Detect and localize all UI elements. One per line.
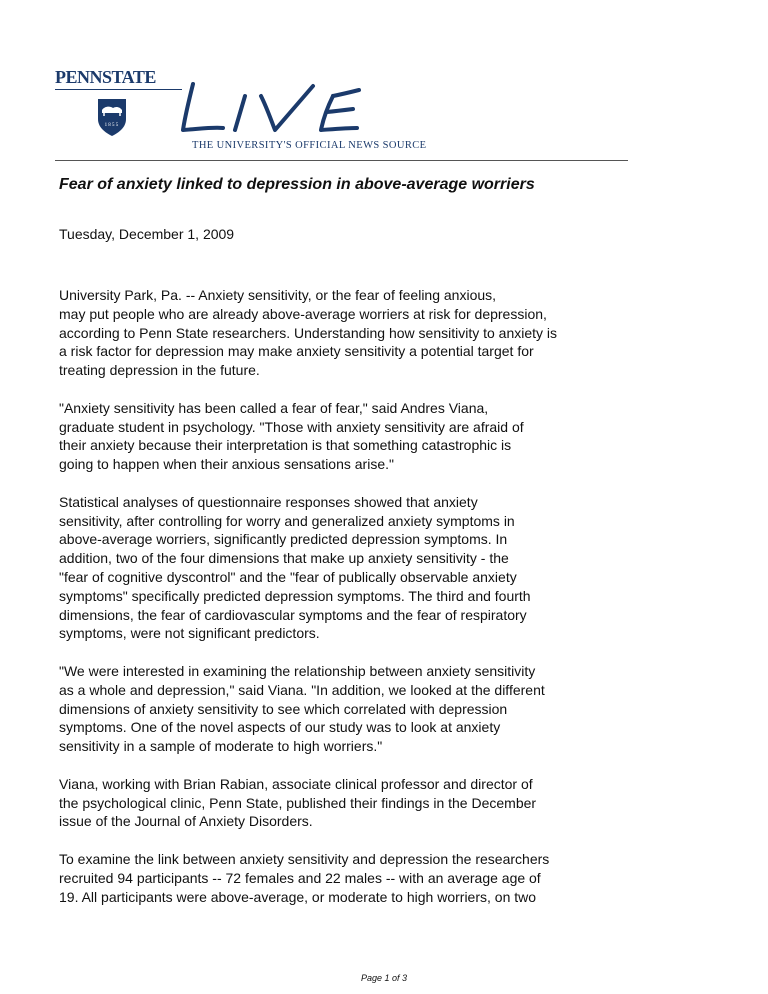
logo-rule xyxy=(55,89,182,90)
article-paragraph: University Park, Pa. -- Anxiety sensitivity, or the fear of feeling anxious, may put people who are already above-average worriers at risk for depression, according to Penn State researchers. Understanding how sensitivity to anxiety is a risk factor for depression may make anxiety sensitivity a potential target for treating depression in the future. xyxy=(59,287,558,379)
masthead xyxy=(55,62,635,162)
nittany-lion-shield-icon xyxy=(96,97,128,137)
header-divider xyxy=(55,160,628,161)
article-paragraph: "Anxiety sensitivity has been called a fear of fear," said Andres Viana, graduate student in psychology. "Those with anxiety sensitivity are afraid of their anxiety because their interpretation is that something catastrophic is going to happen when their anxious sensations arise." xyxy=(59,399,524,473)
article-paragraph: "We were interested in examining the relationship between anxiety sensitivity as a whole and depression," said Viana. "In addition, we looked at the different dimensions of anxiety sensitivity to see which correlated with depression symptoms. One of the novel aspects of our study was to look at anxiety sensitivity in a sample of moderate to high worriers." xyxy=(59,662,545,755)
article-paragraph: Viana, working with Brian Rabian, associate clinical professor and director of the psychological clinic, Penn State, published their findings in the December issue of the Journal of Anxiety Disorders. xyxy=(59,775,537,830)
live-wordmark-logo xyxy=(177,72,367,144)
news-source-tagline: THE UNIVERSITY'S OFFICIAL NEWS SOURCE xyxy=(192,140,427,151)
penn-state-logo: PENNSTATE xyxy=(55,67,156,87)
article-paragraph: To examine the link between anxiety sensitivity and depression the researchers recruited 94 participants -- 72 females and 22 males -- with an average age of 19. All participants were above-average, or moderate to high worriers, on two xyxy=(59,850,550,905)
article-paragraph: Statistical analyses of questionnaire responses showed that anxiety sensitivity, after controlling for worry and generalized anxiety symptoms in above-average worriers, significantly predicted depression symptoms. In addition, two of the four dimensions that make up anxiety sensitivity - the "fear of cognitive dyscontrol" and the "fear of publically observable anxiety symptoms" specifically predicted depression symptoms. The third and fourth dimensions, the fear of cardiovascular symptoms and the fear of respiratory symptoms, were not significant predictors. xyxy=(59,493,531,642)
page-number: Page 1 of 3 xyxy=(360,973,408,983)
article-title: Fear of anxiety linked to depression in above-average worriers xyxy=(59,176,535,193)
logo-year: 1855 xyxy=(104,123,120,128)
article-body xyxy=(59,286,619,925)
article-date: Tuesday, December 1, 2009 xyxy=(59,226,235,242)
